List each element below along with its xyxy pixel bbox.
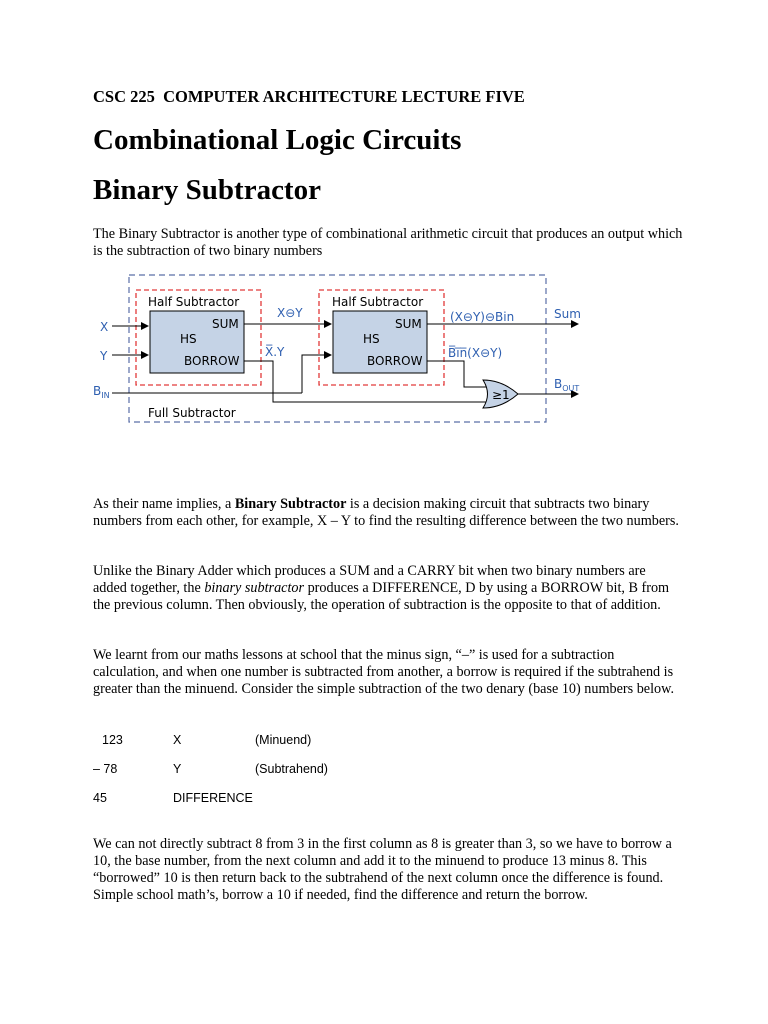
full-subtractor-diagram xyxy=(90,268,590,428)
minuend-value: 123 xyxy=(102,733,123,747)
hs2-hs-label: HS xyxy=(363,332,380,346)
difference-value: 45 xyxy=(93,791,107,805)
section-title: Binary Subtractor xyxy=(93,174,321,206)
subtrahend-value: – 78 xyxy=(93,762,118,776)
xbar-y-label: X̅.Y xyxy=(265,345,285,359)
paragraph-4: We learnt from our maths lessons at school that the minus sign, “–” is used for a subtraction calculation, and when one number is subtracted from another, a borrow is required if the subtrahend is greater than the minuend. Consider the simple subtraction of the two denary (base 10) numbers below. xyxy=(93,647,675,697)
half-subtractor-2-label: Half Subtractor xyxy=(332,295,424,309)
subtrahend-label: (Subtrahend) xyxy=(255,762,328,776)
subtrahend-variable: Y xyxy=(173,762,182,776)
paragraph-2: As their name implies, a Binary Subtractor is a decision making circuit that subtracts two binary numbers from each other, for example, X – Y to find the resulting difference between the two numbers. xyxy=(93,496,679,529)
page-title: Combinational Logic Circuits xyxy=(93,124,462,156)
input-bin-label: $B_{IN}$ xyxy=(93,384,110,400)
or-gate-label: ≥1 xyxy=(492,388,510,402)
bout-label: $B_{OUT}$ xyxy=(554,377,580,393)
borrow-expression-label: B̅i̅n̅(X⊖Y) xyxy=(448,346,503,360)
half-subtractor-1-label: Half Subtractor xyxy=(148,295,240,309)
hs1-hs-label: HS xyxy=(180,332,197,346)
hs1-borrow-label: BORROW xyxy=(184,354,240,368)
difference-label: DIFFERENCE xyxy=(173,791,253,805)
full-subtractor-label: Full Subtractor xyxy=(148,406,236,420)
hs1-sum-label: SUM xyxy=(212,317,239,331)
input-x-label: X xyxy=(100,320,109,334)
minuend-label: (Minuend) xyxy=(255,733,312,747)
input-y-label: Y xyxy=(100,349,108,363)
hs2-borrow-label: BORROW xyxy=(367,354,423,368)
paragraph-5: We can not directly subtract 8 from 3 in the first column as 8 is greater than 3, so we have to borrow a 10, the base number, from the next column and add it to the minuend to produce 13 minus 8. This “borrowed” 10 is then return back to the subtrahend of the next column once the difference is found. Simple school math’s, borrow a 10 if needed, find the difference and return the borrow. xyxy=(93,836,672,903)
course-header: CSC 225 COMPUTER ARCHITECTURE LECTURE FIVE xyxy=(93,87,525,106)
paragraph-3: Unlike the Binary Adder which produces a SUM and a CARRY bit when two binary numbers are added together, the binary subtractor produces a DIFFERENCE, D by using a BORROW bit, B from the previous column. Then obviously, the operation of subtraction is the opposite to that of addition. xyxy=(93,563,670,613)
xor-xy-label: X⊖Y xyxy=(277,306,303,320)
sum-expression-label: (X⊖Y)⊖Bin xyxy=(450,310,515,324)
hs2-sum-label: SUM xyxy=(395,317,422,331)
minuend-variable: X xyxy=(173,733,182,747)
intro-paragraph: The Binary Subtractor is another type of combinational arithmetic circuit that produces an output which is the subtraction of two binary numbers xyxy=(93,226,683,259)
sum-output-label: Sum xyxy=(554,307,581,321)
